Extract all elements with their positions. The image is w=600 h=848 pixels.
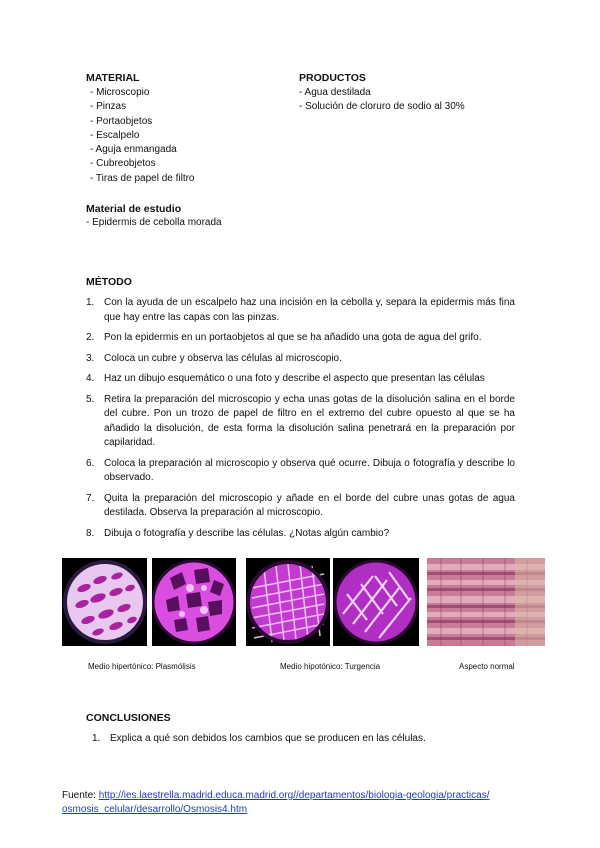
list-item: - Tiras de papel de filtro [90,172,195,184]
step-text: Retira la preparación del microscopio y echa unas gotas de la disolución salina en el borde del cubre. Pon un trozo de papel de filtro en el extremo del cubre opuesto al que se ha añadido la disolución, de esta forma la disolución salina penetrará en la preparación por capilaridad. [104,393,515,448]
list-item: - Portaobjetos [90,115,153,127]
list-item: - Pinzas [90,101,127,113]
step-item [86,527,515,542]
list-item: - Solución de cloruro de sodio al 30% [299,101,465,113]
conclusion-number: 1. [92,733,101,744]
source-block [62,789,562,817]
step-text: Dibuja o fotografía y describe las células. ¿Notas algún cambio? [104,527,390,539]
step-item [86,372,515,387]
step-number: 5. [86,393,95,405]
step-text: Coloca un cubre y observa las células al microscopio. [104,352,342,364]
step-number: 4. [86,373,95,384]
step-text: Pon la epidermis en un portaobjetos al que se ha añadido una gota de agua del grifo. [104,332,482,343]
step-item [86,331,515,346]
step-text: Coloca la preparación al microscopio y observa qué ocurre. Dibuja o fotografía y describe lo observado. [104,457,515,483]
step-item [86,352,515,367]
step-text: Haz un dibujo esquemático o una foto y describe el aspecto que presentan las células [104,373,485,384]
material-list [90,86,195,186]
source-url-line2: osmosis_celular/desarrollo/Osmosis4.htm [62,804,248,815]
step-number: 1. [86,297,95,308]
list-item: - Agua destilada [299,87,371,98]
step-text: Quita la preparación del microscopio y añade en el borde del cubre unas gotas de agua destilada. Observa la preparación al microscopio. [104,492,515,518]
conclusiones-heading: CONCLUSIONES [86,712,171,724]
step-item [86,296,515,325]
step-item [86,393,515,451]
step-number: 6. [86,457,95,469]
list-item: - Cubreobjetos [90,158,156,170]
normal-tissue-image [427,558,545,646]
source-url-line1: http://ies.laestrella.madrid.educa.madrid.org//departamentos/biologia-geologia/practicas/ [98,790,490,801]
step-text: Con la ayuda de un escalpelo haz una incisión en la cebolla y, separa la epidermis más fina que hay entre las capas con las pinzas. [104,297,515,323]
metodo-heading: MÉTODO [86,276,132,288]
step-number: 8. [86,527,95,539]
step-number: 2. [86,332,95,343]
plasmolysis-image-2 [152,558,236,646]
caption-plasmolisis: Medio hipertónico: Plasmólisis [88,662,196,671]
source-link[interactable] [62,790,489,815]
source-label: Fuente: [62,790,96,801]
list-item: - Aguja enmangada [90,144,177,156]
turgor-image-1 [246,558,330,646]
step-item [86,492,515,521]
estudio-item: - Epidermis de cebolla morada [86,217,222,228]
caption-turgencia: Medio hipotónico: Turgencia [280,662,381,671]
material-heading: MATERIAL [86,72,140,84]
caption-normal: Aspecto normal [459,662,515,671]
step-number: 3. [86,352,95,364]
estudio-heading: Material de estudio [86,203,182,215]
step-number: 7. [86,492,95,504]
turgor-image-2 [333,558,419,646]
conclusion-text: Explica a qué son debidos los cambios que se producen en las células. [110,733,426,744]
productos-list [299,86,465,115]
productos-heading: PRODUCTOS [299,72,366,84]
metodo-steps [86,296,515,547]
plasmolysis-image-1 [62,558,147,646]
list-item: - Microscopio [90,87,150,98]
step-item [86,457,515,486]
list-item: - Escalpelo [90,129,140,141]
